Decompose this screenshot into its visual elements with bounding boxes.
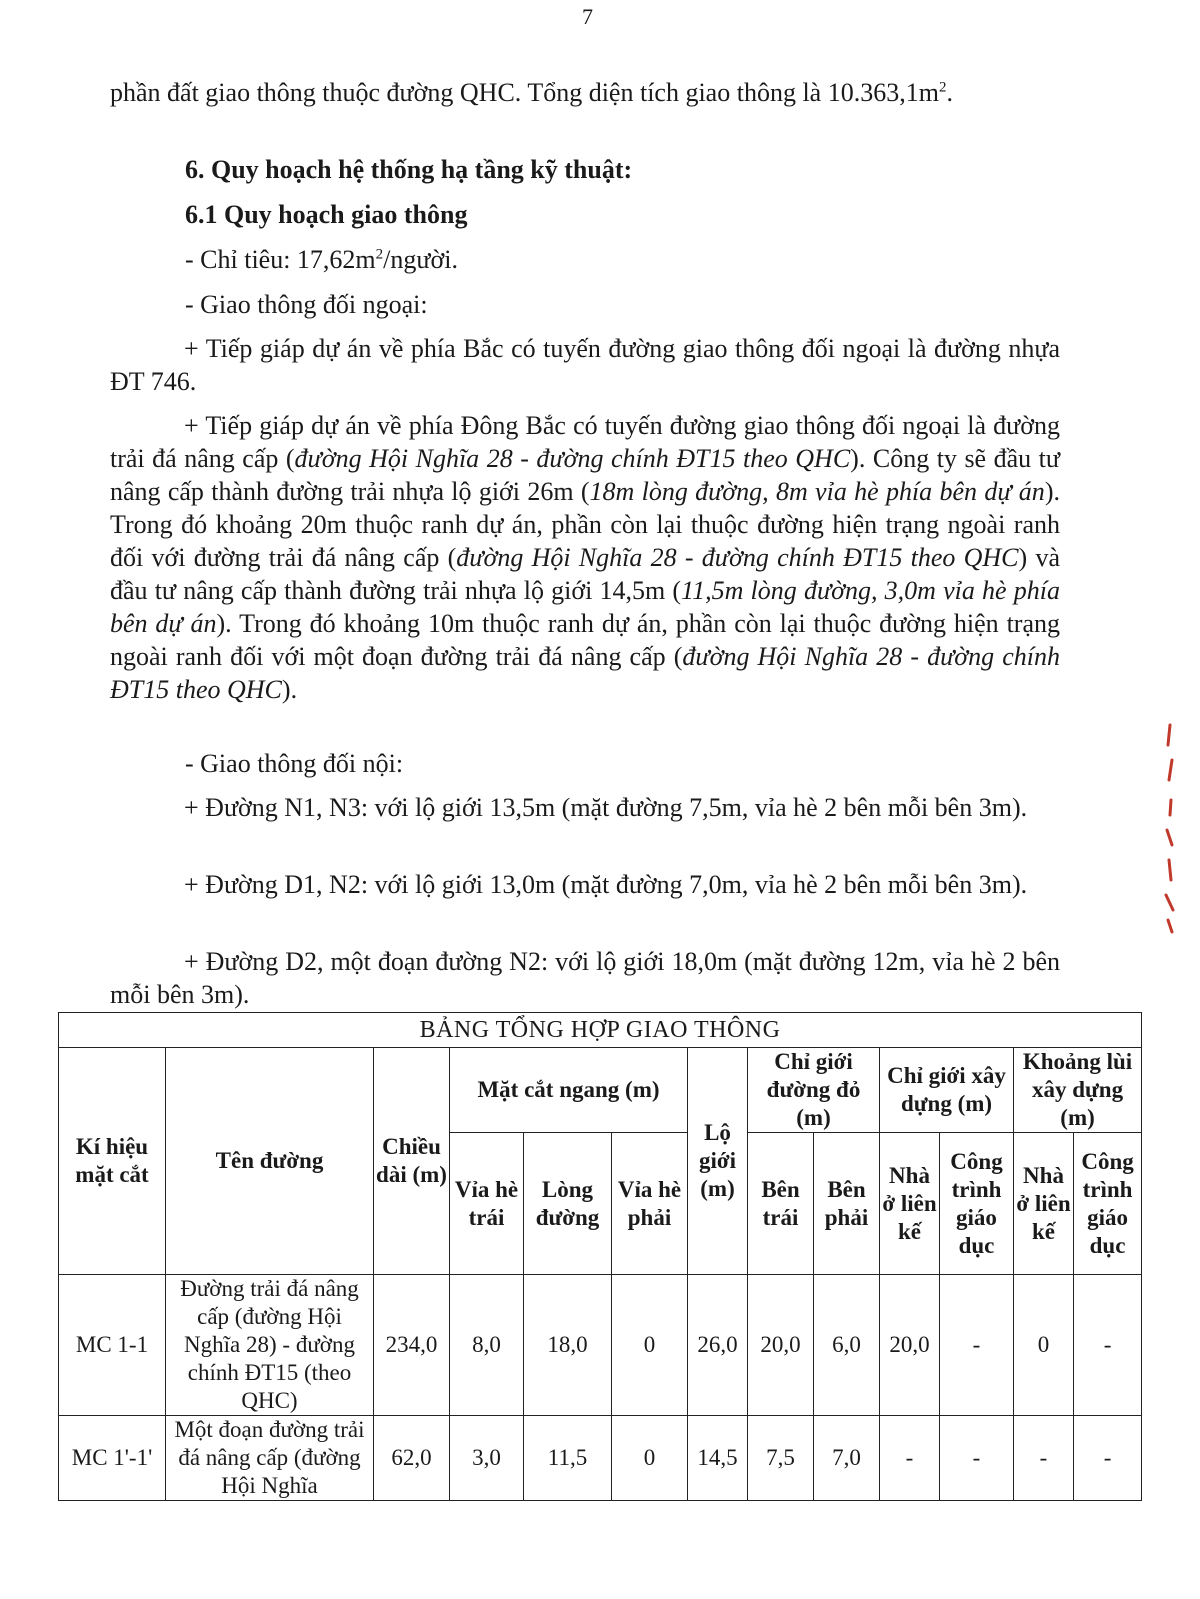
cell-carriageway: 18,0 bbox=[524, 1275, 612, 1416]
ext2-t3: ). Trong đó khoảng 20m thuộc ranh dự án, phần còn lại thuộc đường hiện trạng ngoài ranh đối với đường trải đá nâng cấp ( bbox=[110, 477, 1060, 572]
cell-red-left: 20,0 bbox=[748, 1275, 814, 1416]
cell-length: 234,0 bbox=[374, 1275, 450, 1416]
ext2-i3: đường Hội Nghĩa 28 - đường chính ĐT15 theo QHC bbox=[456, 543, 1019, 572]
ext2-t4: ) và đầu tư nâng cấp thành đường trải nhựa lộ giới 14,5m ( bbox=[110, 543, 1060, 605]
header-symbol: Kí hiệu mặt cắt bbox=[59, 1048, 166, 1275]
ext2-t1: + Tiếp giáp dự án về phía Đông Bắc có tuyến đường giao thông đối ngoại là đường trải đá nâng cấp ( bbox=[110, 411, 1060, 473]
header-setback: Khoảng lùi xây dựng (m) bbox=[1014, 1048, 1142, 1133]
red-stamp-mark bbox=[1160, 720, 1180, 935]
cell-build-school: - bbox=[940, 1275, 1014, 1416]
cell-name: Một đoạn đường trải đá nâng cấp (đường Hội Nghĩa bbox=[166, 1416, 374, 1501]
intro-end: . bbox=[946, 78, 953, 107]
cell-build-house: 20,0 bbox=[880, 1275, 940, 1416]
header-carriageway: Lòng đường bbox=[524, 1133, 612, 1275]
ext2-t6: ). bbox=[281, 675, 298, 704]
header-build-line: Chỉ giới xây dựng (m) bbox=[880, 1048, 1014, 1133]
header-build-school: Công trình giáo dục bbox=[940, 1133, 1014, 1275]
criteria-line bbox=[185, 243, 458, 276]
header-length: Chiều dài (m) bbox=[374, 1048, 450, 1275]
header-red-line: Chỉ giới đường đỏ (m) bbox=[748, 1048, 880, 1133]
external-traffic-label: - Giao thông đối ngoại: bbox=[185, 290, 428, 319]
external-item-1: + Tiếp giáp dự án về phía Bắc có tuyến đường giao thông đối ngoại là đường nhựa ĐT 746. bbox=[110, 334, 1060, 396]
cell-setback-school: - bbox=[1074, 1275, 1142, 1416]
criteria-end: /người. bbox=[383, 245, 458, 274]
cell-setback-house: 0 bbox=[1014, 1275, 1074, 1416]
ext2-t5: ). Trong đó khoảng 10m thuộc ranh dự án, phần còn lại thuộc đường hiện trạng ngoài ranh đối với một đoạn đường trải đá nâng cấp ( bbox=[110, 609, 1060, 671]
intro-text: phần đất giao thông thuộc đường QHC. Tổng diện tích giao thông là 10.363,1m bbox=[110, 78, 939, 107]
external-item-2 bbox=[110, 409, 1060, 706]
ext2-i4: 11,5m lòng đường, 3,0m vỉa hè phía bên dự án bbox=[110, 576, 1060, 638]
ext2-i1: đường Hội Nghĩa 28 - đường chính ĐT15 theo QHC bbox=[294, 444, 851, 473]
criteria-sup: 2 bbox=[375, 246, 384, 263]
cell-build-house: - bbox=[880, 1416, 940, 1501]
cell-symbol: MC 1-1 bbox=[59, 1275, 166, 1416]
cell-row-width: 26,0 bbox=[688, 1275, 748, 1416]
cell-row-width: 14,5 bbox=[688, 1416, 748, 1501]
cell-length: 62,0 bbox=[374, 1416, 450, 1501]
cell-name: Đường trải đá nâng cấp (đường Hội Nghĩa 28) - đường chính ĐT15 (theo QHC) bbox=[166, 1275, 374, 1416]
cell-setback-school: - bbox=[1074, 1416, 1142, 1501]
header-name: Tên đường bbox=[166, 1048, 374, 1275]
criteria-text: - Chỉ tiêu: 17,62m bbox=[185, 245, 376, 274]
heading-6-1: 6.1 Quy hoạch giao thông bbox=[185, 200, 468, 229]
cell-sidewalk-left: 8,0 bbox=[450, 1275, 524, 1416]
header-setback-school: Công trình giáo dục bbox=[1074, 1133, 1142, 1275]
internal-item-3: + Đường D2, một đoạn đường N2: với lộ giới 18,0m (mặt đường 12m, vỉa hè 2 bên mỗi bên 3m). bbox=[110, 947, 1060, 1009]
internal-item-1: + Đường N1, N3: với lộ giới 13,5m (mặt đường 7,5m, vỉa hè 2 bên mỗi bên 3m). bbox=[184, 793, 1028, 822]
ext2-t2: ). Công ty sẽ đầu tư nâng cấp thành đường trải nhựa lộ giới 26m ( bbox=[110, 444, 1060, 506]
cell-carriageway: 11,5 bbox=[524, 1416, 612, 1501]
cell-red-left: 7,5 bbox=[748, 1416, 814, 1501]
header-right-side: Bên phải bbox=[814, 1133, 880, 1275]
header-cross-section: Mặt cắt ngang (m) bbox=[450, 1048, 688, 1133]
header-setback-row-house: Nhà ở liên kế bbox=[1014, 1133, 1074, 1275]
table-row bbox=[59, 1275, 1142, 1416]
header-sidewalk-left: Vỉa hè trái bbox=[450, 1133, 524, 1275]
cell-symbol: MC 1'-1' bbox=[59, 1416, 166, 1501]
ext2-i5: đường Hội Nghĩa 28 - đường chính ĐT15 theo QHC bbox=[110, 642, 1060, 704]
table-row bbox=[59, 1416, 1142, 1501]
page-number: 7 bbox=[582, 4, 593, 29]
traffic-summary-table bbox=[58, 1012, 1142, 1501]
header-left-side: Bên trái bbox=[748, 1133, 814, 1275]
cell-sidewalk-right: 0 bbox=[612, 1416, 688, 1501]
intro-paragraph bbox=[110, 76, 1060, 109]
intro-sup: 2 bbox=[938, 79, 947, 96]
ext2-i2: 18m lòng đường, 8m vỉa hè phía bên dự án bbox=[589, 477, 1045, 506]
cell-sidewalk-left: 3,0 bbox=[450, 1416, 524, 1501]
header-build-row-house: Nhà ở liên kế bbox=[880, 1133, 940, 1275]
cell-red-right: 6,0 bbox=[814, 1275, 880, 1416]
cell-sidewalk-right: 0 bbox=[612, 1275, 688, 1416]
internal-traffic-label: - Giao thông đối nội: bbox=[185, 749, 404, 778]
cell-red-right: 7,0 bbox=[814, 1416, 880, 1501]
cell-setback-house: - bbox=[1014, 1416, 1074, 1501]
internal-item-2: + Đường D1, N2: với lộ giới 13,0m (mặt đường 7,0m, vỉa hè 2 bên mỗi bên 3m). bbox=[184, 870, 1028, 899]
heading-6: 6. Quy hoạch hệ thống hạ tầng kỹ thuật: bbox=[185, 155, 633, 184]
table-title: BẢNG TỔNG HỢP GIAO THÔNG bbox=[59, 1013, 1142, 1048]
header-row-width: Lộ giới (m) bbox=[688, 1048, 748, 1275]
header-sidewalk-right: Vỉa hè phải bbox=[612, 1133, 688, 1275]
cell-build-school: - bbox=[940, 1416, 1014, 1501]
